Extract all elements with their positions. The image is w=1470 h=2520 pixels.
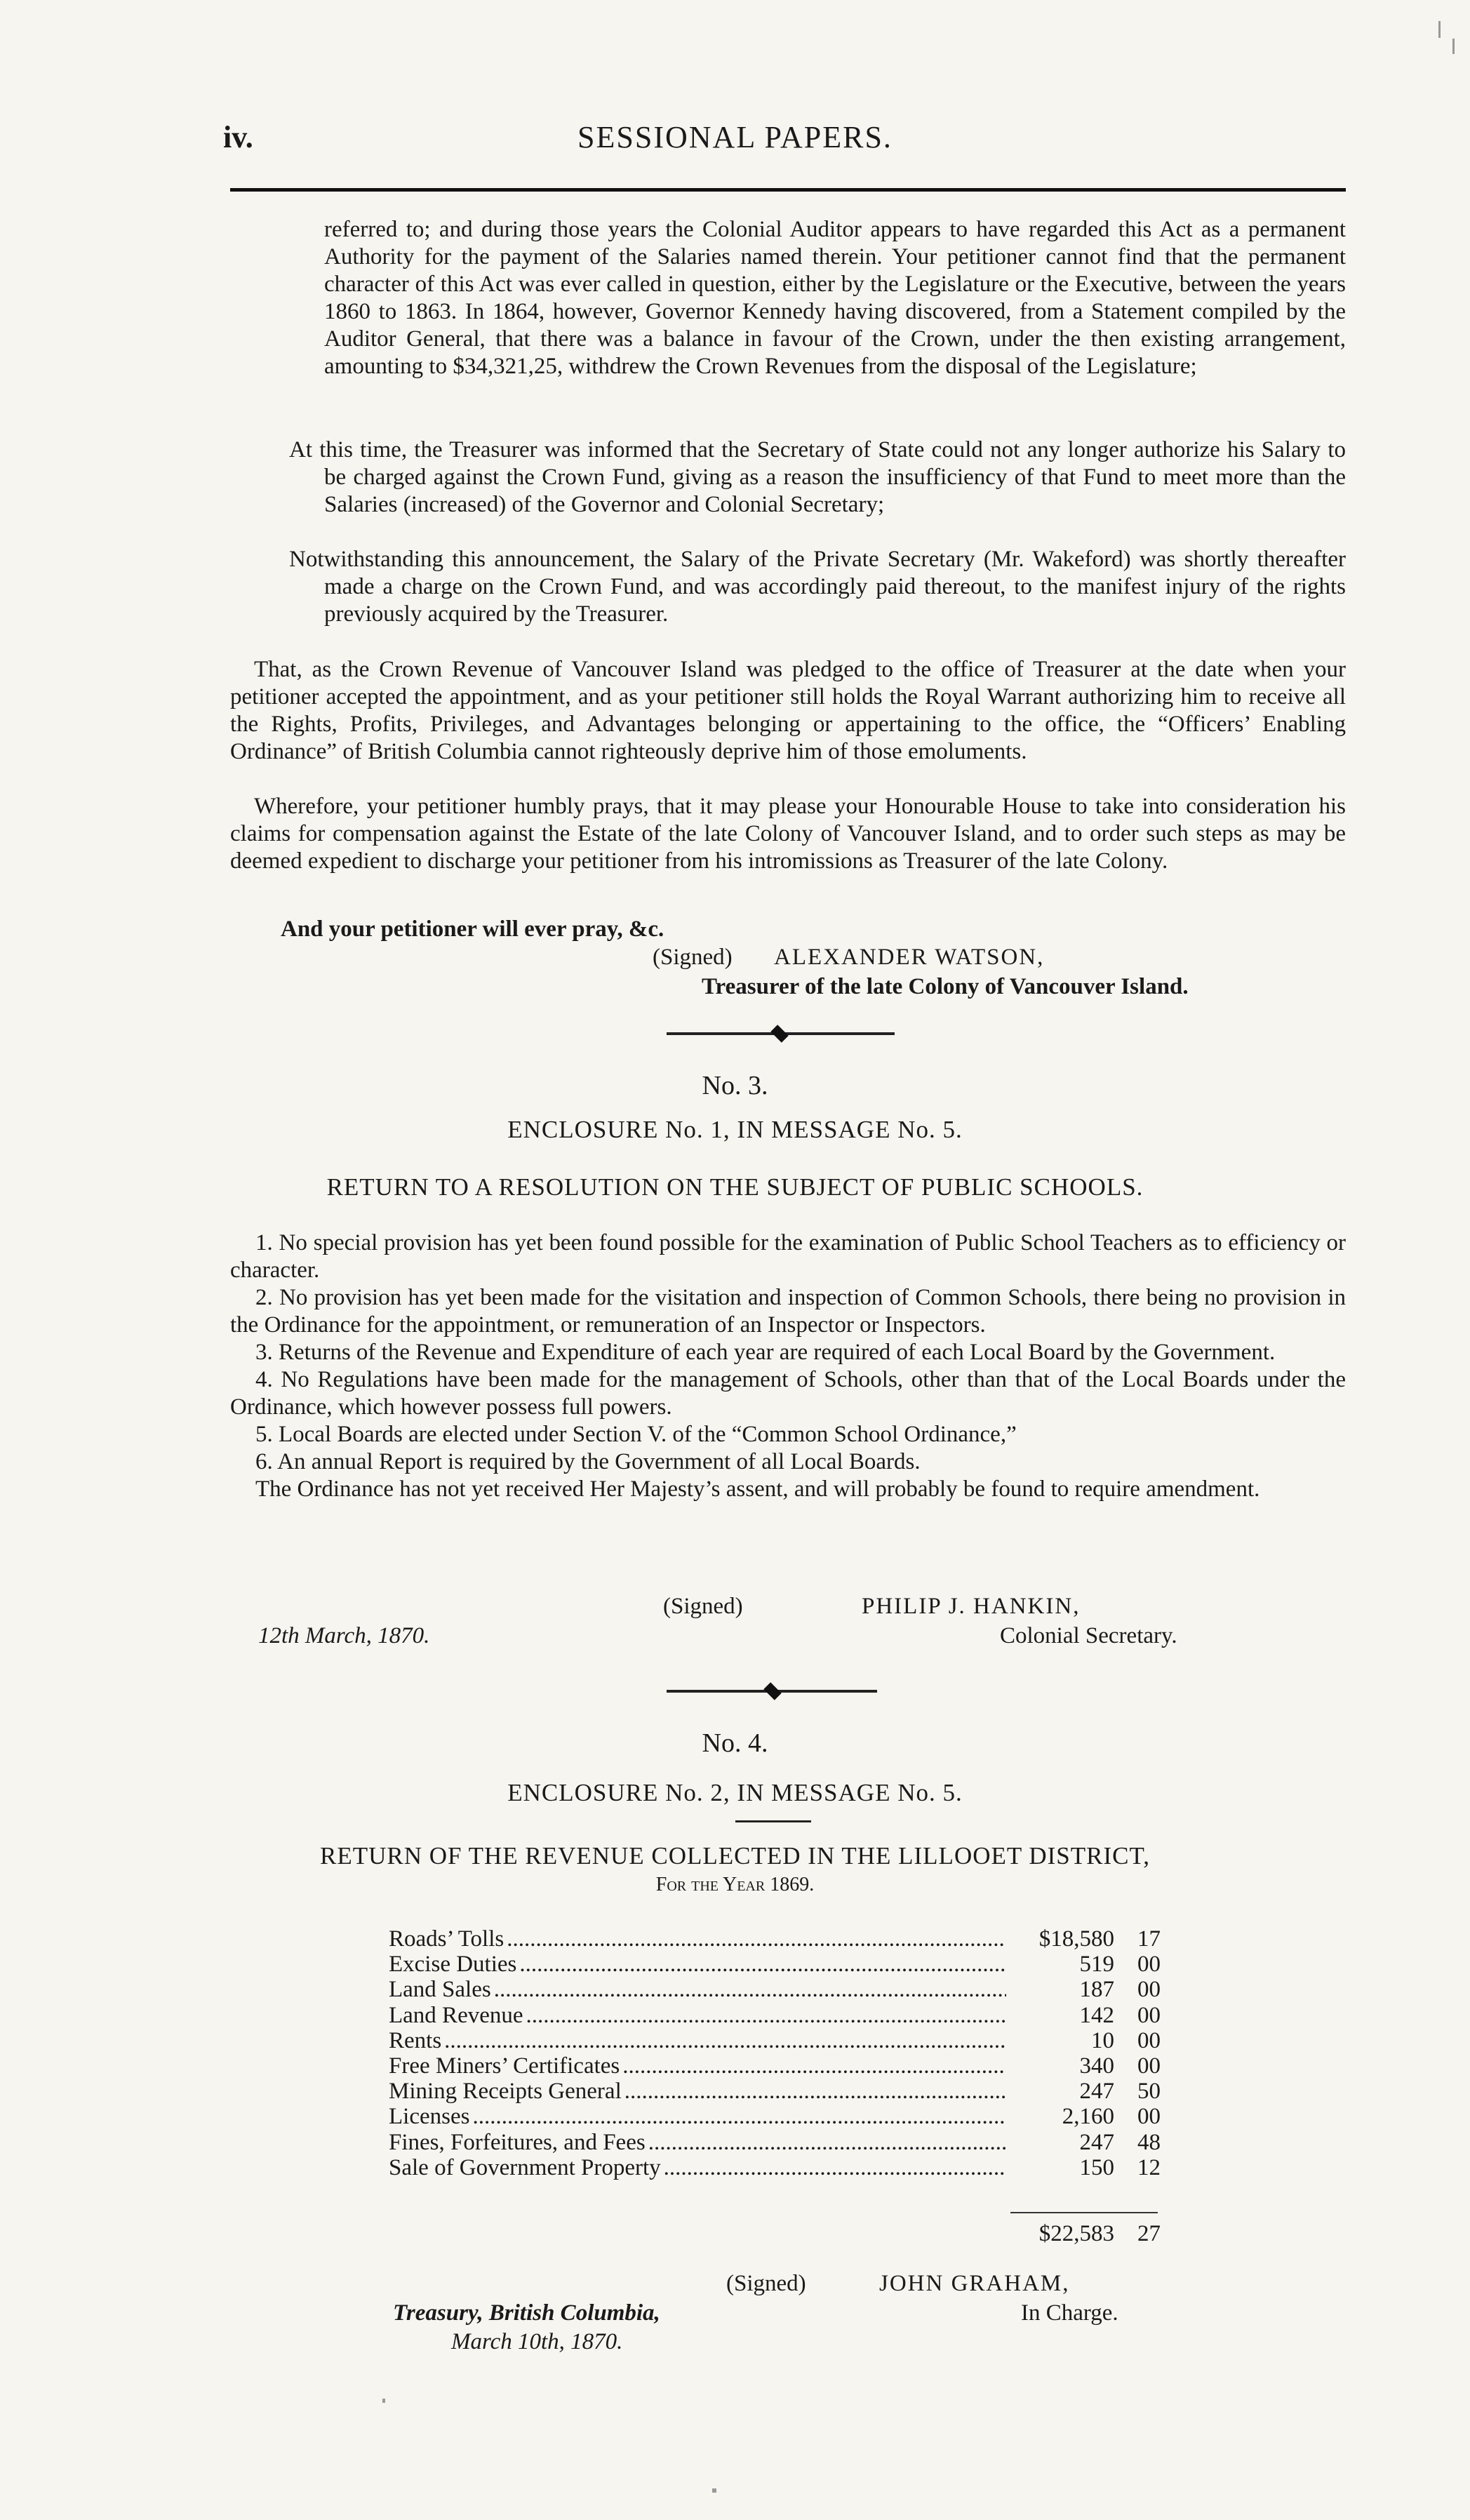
school-note: The Ordinance has not yet received Her Majesty’s assent, and will probably be found to require amendment. — [255, 1476, 1260, 1502]
ledger-label: Free Miners’ Certificates — [389, 2053, 620, 2079]
ledger-row — [389, 1977, 1161, 2002]
header-rule — [230, 188, 1346, 192]
ledger-cents: 00 — [1137, 2104, 1161, 2130]
revenue-date: March 10th, 1870. — [451, 2329, 623, 2354]
ornament-divider-1 — [667, 1032, 895, 1035]
ornament-divider-2 — [667, 1690, 877, 1693]
ledger-dollars: 142 — [1079, 2002, 1114, 2028]
revenue-place: Treasury, British Columbia, — [393, 2300, 660, 2326]
revenue-signer: JOHN GRAHAM, — [879, 2271, 1070, 2296]
revenue-subheading: For the Year 1869. — [655, 1874, 815, 1895]
school-item-1: 1. No special provision has yet been found possible for the examination of Public School Teachers as to efficiency or character. — [230, 1230, 1346, 1283]
ledger-cents: 12 — [1137, 2154, 1161, 2180]
enclosure-heading-1: ENCLOSURE No. 1, IN MESSAGE No. 5. — [507, 1116, 963, 1143]
return-heading-revenue: RETURN OF THE REVENUE COLLECTED IN THE LILLOOET DISTRICT, — [319, 1842, 1151, 1869]
petition-closing: And your petitioner will ever pray, &c. — [281, 916, 664, 942]
ledger-row — [389, 2028, 1161, 2053]
ledger-dollars: 247 — [1079, 2079, 1114, 2105]
schools-signed-label: (Signed) — [663, 1594, 743, 1619]
scan-speck — [382, 2399, 385, 2403]
ledger-label: Sale of Government Property — [389, 2154, 661, 2180]
ledger-label: Roads’ Tolls — [389, 1926, 505, 1952]
petition-paragraph-3: Notwithstanding this announcement, the Salary of the Private Secretary (Mr. Wakeford) was shortly thereafter made a charge on the Crown Fund, and was accordingly paid thereout, to the manifest injury of the rights previously acquired by the Treasurer. — [289, 547, 1346, 627]
ledger-cents: 00 — [1137, 2027, 1161, 2053]
scan-speck — [1452, 39, 1455, 54]
ledger-label: Land Sales — [389, 1977, 491, 2003]
ledger-cents: 48 — [1137, 2129, 1161, 2155]
ledger-label: Rents — [389, 2027, 442, 2053]
total-rule — [1010, 2212, 1158, 2213]
ledger-cents: 17 — [1137, 1926, 1161, 1952]
petition-paragraph-1: referred to; and during those years the Colonial Auditor appears to have regarded this Act as a permanent Authority for the payment of the Salaries named therein. Your petitioner cannot find that the permanent character of this Act was ever called in question, either by the Legislature or the Executive, between the years 1860 to 1863. In 1864, however, Governor Kennedy having discovered, from a Statement compiled by the Auditor General, that there was a balance in favour of the Crown, under the then existing arrangement, amounting to $34,321,25, withdrew the Crown Revenues from the disposal of the Legislature; — [324, 217, 1346, 379]
ledger-dollars: 519 — [1079, 1952, 1114, 1978]
schools-signer-title: Colonial Secretary. — [1000, 1623, 1177, 1648]
petition-paragraph-2: At this time, the Treasurer was informed that the Secretary of State could not any longer authorize his Salary to be charged against the Crown Fund, giving as a reason the insufficiency of that Fund to meet more than the Salaries (increased) of the Governor and Colonial Secretary; — [289, 437, 1346, 517]
schools-items — [230, 1229, 1346, 1503]
ledger-label: Licenses — [389, 2104, 470, 2130]
ledger-label: Land Revenue — [389, 2002, 523, 2028]
ledger-cents: 50 — [1137, 2079, 1161, 2105]
ledger-row — [389, 2104, 1161, 2129]
ledger-row — [389, 1952, 1161, 1977]
ledger-dollars: 247 — [1079, 2129, 1114, 2155]
school-item-4: 4. No Regulations have been made for the management of Schools, other than that of the Local Boards under the Ordinance, which however possess full powers. — [230, 1367, 1346, 1420]
ledger-cents: 00 — [1137, 2053, 1161, 2079]
enclosure-underline — [735, 1820, 811, 1822]
petition-paragraph-4: That, as the Crown Revenue of Vancouver Island was pledged to the office of Treasurer at the date when your petitioner accepted the appointment, and as your petitioner still holds the Royal Warrant authorizing him to receive all the Rights, Profits, Privileges, and Advantages belonging or appertaining to the office, the “Officers’ Enabling Ordinance” of British Columbia cannot righteously deprive him of those emoluments. — [230, 657, 1346, 764]
ledger-cents: 00 — [1137, 1977, 1161, 2003]
ledger-row — [389, 2003, 1161, 2028]
petition-signer-title: Treasurer of the late Colony of Vancouver Island. — [702, 974, 1189, 999]
schools-signer: PHILIP J. HANKIN, — [862, 1594, 1081, 1619]
ledger-cents: 00 — [1137, 2002, 1161, 2028]
enclosure-heading-2: ENCLOSURE No. 2, IN MESSAGE No. 5. — [507, 1779, 963, 1806]
section-number-4: No. 4. — [702, 1728, 768, 1758]
ledger-dollars: 10 — [1091, 2027, 1114, 2053]
schools-date: 12th March, 1870. — [258, 1623, 430, 1648]
ledger-dollars: 2,160 — [1062, 2104, 1114, 2130]
revenue-ledger — [389, 1926, 1161, 2180]
petition-paragraph-5: Wherefore, your petitioner humbly prays, that it may please your Honourable House to take into consideration his claims for compensation against the Estate of the late Colony of Vancouver Island, and to order such steps as may be deemed expedient to discharge your petitioner from his intromissions as Treasurer of the late Colony. — [230, 794, 1346, 874]
ledger-row — [389, 2079, 1161, 2104]
petition-signed-label: (Signed) — [653, 945, 733, 970]
ledger-label: Fines, Forfeitures, and Fees — [389, 2129, 646, 2155]
revenue-signed-label: (Signed) — [726, 2271, 806, 2296]
petition-signer: ALEXANDER WATSON, — [774, 945, 1045, 970]
running-title: SESSIONAL PAPERS. — [577, 120, 893, 154]
ledger-dollars: 187 — [1079, 1977, 1114, 2003]
scan-speck — [1438, 21, 1441, 38]
ledger-dollars: 340 — [1079, 2053, 1114, 2079]
ledger-dollars: $18,580 — [1038, 1926, 1114, 1952]
ledger-cents: 00 — [1137, 1952, 1161, 1978]
ledger-row — [389, 2130, 1161, 2155]
revenue-total — [1009, 2221, 1161, 2247]
school-item-6: 6. An annual Report is required by the Government of all Local Boards. — [255, 1449, 921, 1474]
section-number-3: No. 3. — [702, 1071, 768, 1100]
ledger-row — [389, 2053, 1161, 2079]
revenue-signer-title: In Charge. — [1021, 2300, 1118, 2326]
page-number: iv. — [223, 120, 253, 154]
ledger-row — [389, 2155, 1161, 2180]
scan-speck — [712, 2488, 716, 2493]
school-item-3: 3. Returns of the Revenue and Expenditure of each year are required of each Local Board by the Government. — [255, 1340, 1276, 1365]
school-item-5: 5. Local Boards are elected under Section V. of the “Common School Ordinance,” — [255, 1422, 1017, 1447]
ledger-label: Excise Duties — [389, 1952, 517, 1978]
total-cents: 27 — [1137, 2221, 1161, 2246]
school-item-2: 2. No provision has yet been made for the visitation and inspection of Common Schools, there being no provision in the Ordinance for the appointment, or remuneration of an Inspector or Inspectors. — [230, 1285, 1346, 1338]
ledger-label: Mining Receipts General — [389, 2079, 622, 2105]
total-dollars: $22,583 — [1038, 2221, 1114, 2246]
return-heading-schools: RETURN TO A RESOLUTION ON THE SUBJECT OF PUBLIC SCHOOLS. — [326, 1173, 1144, 1201]
ledger-row — [389, 1926, 1161, 1952]
ledger-dollars: 150 — [1079, 2154, 1114, 2180]
